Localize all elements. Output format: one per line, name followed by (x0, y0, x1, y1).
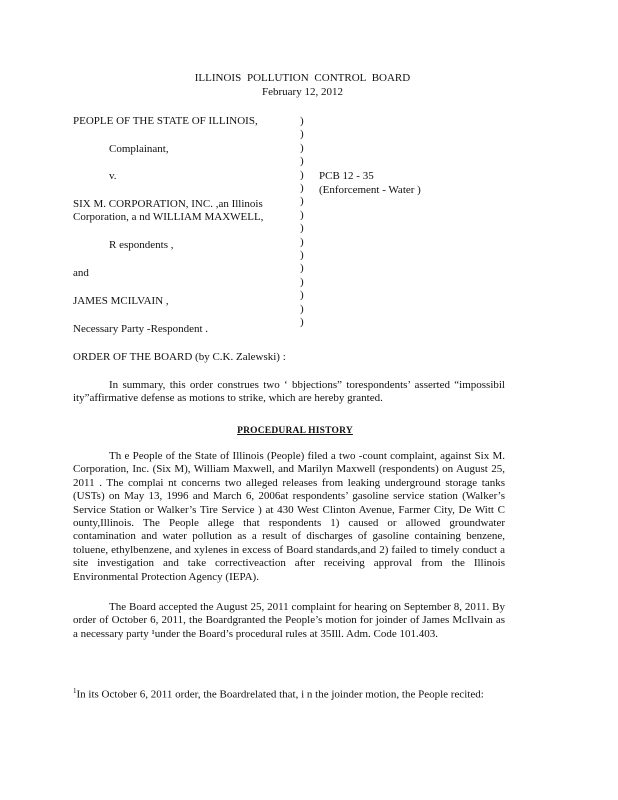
caption-versus: v. (109, 170, 117, 182)
summary-paragraph: In summary, this order construes two ‘ bbjections” torespondents’ asserted “impossibil ity”affirmative defense as motions to strike, which are hereby granted. (73, 379, 505, 405)
caption-complainant: Complainant, (109, 143, 169, 155)
paren: ) (300, 168, 304, 181)
caption-respondents: R espondents , (109, 239, 174, 251)
paren: ) (300, 275, 304, 288)
procedural-paragraph-2: The Board accepted the August 25, 2011 complaint for hearing on September 8, 2011. By order of October 6, 2011, the Boardgranted the People’s motion for joinder of James McIlvain as a necessary party ¹under the Board’s procedural rules at 35Ill. Adm. Code 101.403. (73, 601, 505, 640)
caption-james: JAMES MCILVAIN , (73, 295, 169, 307)
caption-respondent-line2: Corporation, a nd WILLIAM MAXWELL, (73, 211, 264, 223)
case-number: PCB 12 - 35 (319, 170, 374, 182)
paren: ) (300, 115, 304, 127)
footnote-text: In its October 6, 2011 order, the Boardrelated that, i n the joinder motion, the People recited: (76, 688, 484, 701)
footnote-1 (73, 685, 505, 702)
paren: ) (300, 155, 304, 168)
paren: ) (300, 141, 304, 154)
paren: ) (300, 302, 304, 315)
paren: ) (300, 195, 304, 208)
order-title: ORDER OF THE BOARD (by C.K. Zalewski) : (73, 351, 286, 363)
paren: ) (300, 128, 304, 141)
caption-respondent-line1: SIX M. CORPORATION, INC. ,an Illinois (73, 198, 263, 210)
paren: ) (300, 289, 304, 302)
procedural-paragraph-1: Th e People of the State of Illinois (People) filed a two -count complaint, against Six M. Corporation, Inc. (Six M), William Maxwell, and Marilyn Maxwell (respondents) on August 25, 2011 . The complai nt concerns two alleged releases from leaking underground storage tanks (USTs) on May 13, 1996 and March 6, 2006at respondents’ gasoline service station (Walker’s Service Station or Walker’s Tire Service ) at 430 West Clinton Avenue, Farmer City, De Witt C ounty,Illinois. The People allege that respondents 1) caused or allowed groundwater contamination and water pollution as a result of discharges of gasoline containing benzene, toluene, ethylbenzene, and xylenes in excess of Board standards,and 2) failed to timely conduct a site investigation and take correctiveaction after receiving approval from the Illinois Environmental Protection Agency (IEPA). (73, 450, 505, 583)
paren: ) (300, 235, 304, 248)
case-type: (Enforcement - Water ) (319, 184, 421, 196)
paren: ) (300, 222, 304, 235)
order-date: February 12, 2012 (262, 86, 343, 98)
paren: ) (300, 262, 304, 275)
caption-parentheses (300, 115, 304, 330)
footnote-mark: 1 (73, 687, 77, 695)
board-name: ILLINOIS POLLUTION CONTROL BOARD (194, 72, 411, 84)
paren: ) (300, 182, 304, 195)
paren: ) (300, 249, 304, 262)
procedural-heading-text: PROCEDURAL HISTORY (237, 426, 353, 436)
paren: ) (300, 208, 304, 221)
caption-people: PEOPLE OF THE STATE OF ILLINOIS, (73, 115, 258, 127)
paren: ) (300, 316, 304, 329)
caption-and: and (73, 267, 89, 279)
caption-necessary-party: Necessary Party -Respondent . (73, 323, 209, 335)
section-heading-procedural-history (0, 424, 590, 436)
